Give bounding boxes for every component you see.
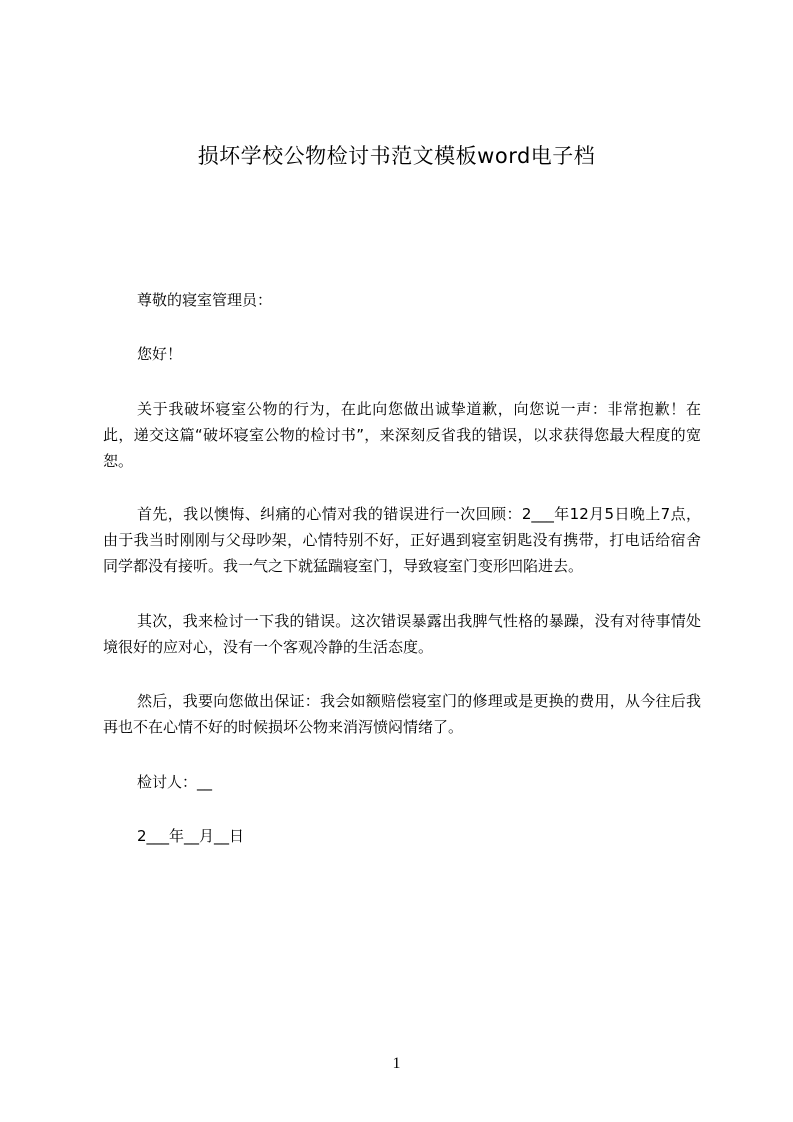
signature-line: 检讨人：__ (137, 773, 213, 791)
paragraph-reflection: 其次，我来检讨一下我的错误。这次错误暴露出我脾气性格的暴躁，没有对待事情处境很好的应对心，没有一个客观冷静的生活态度。 (103, 612, 701, 656)
greeting: 您好！ (137, 345, 183, 363)
date-line: 2___年__月__日 (137, 827, 245, 845)
salutation: 尊敬的寝室管理员： (137, 291, 273, 309)
paragraph-apology: 关于我破坏寝室公物的行为，在此向您做出诚挚道歉，向您说一声：非常抱歉！在此，递交这篇“破坏寝室公物的检讨书”，来深刻反省我的错误，以求获得您最大程度的宽恕。 (103, 400, 701, 470)
paragraph-promise: 然后，我要向您做出保证：我会如额赔偿寝室门的修理或是更换的费用，从今往后我再也不在心情不好的时候损坏公物来消泻愤闷情绪了。 (103, 692, 701, 736)
page-number: 1 (392, 1055, 401, 1072)
paragraph-review: 首先，我以懊悔、纠痛的心情对我的错误进行一次回顾：2___年12月5日晚上7点，由于我当时刚刚与父母吵架，心情特别不好，正好遇到寝室钥匙没有携带，打电话给宿舍同学都没有接听。我一气之下就猛踹寝室门，导致寝室门变形凹陷进去。 (103, 505, 701, 575)
document-title: 损坏学校公物检讨书范文模板word电子档 (197, 144, 596, 168)
